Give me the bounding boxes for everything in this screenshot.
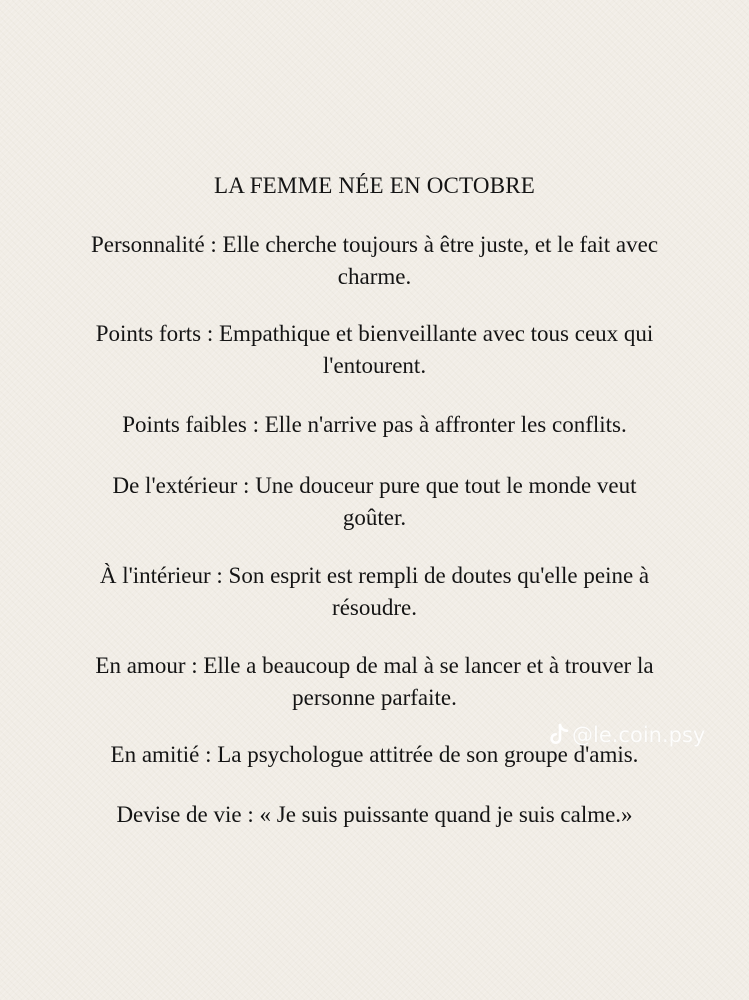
tiktok-watermark: [549, 720, 705, 750]
paragraph-line: personne parfaite.: [292, 685, 457, 710]
tiktok-icon: [549, 723, 569, 747]
paragraph-line: À l'intérieur : Son esprit est rempli de doutes qu'elle peine à: [99, 563, 650, 588]
page-title: LA FEMME NÉE EN OCTOBRE: [213, 173, 536, 198]
paragraph-line: En amour : Elle a beaucoup de mal à se lancer et à trouver la: [95, 653, 654, 678]
paragraph-interieur: [40, 560, 709, 624]
paragraph-line: résoudre.: [332, 595, 417, 620]
paragraph-line: goûter.: [342, 505, 407, 530]
paragraph-amour: [40, 650, 709, 714]
watermark-handle: @le.coin.psy: [572, 723, 706, 747]
paragraph-personnalite: [40, 229, 709, 293]
paragraph-exterieur: [40, 470, 709, 534]
paragraph-line: charme.: [337, 264, 412, 289]
paragraph-line: Points forts : Empathique et bienveillante avec tous ceux qui: [95, 321, 654, 346]
paragraph-line: Personnalité : Elle cherche toujours à être juste, et le fait avec: [90, 232, 659, 257]
paragraph-line: Devise de vie : « Je suis puissante quand je suis calme.»: [116, 802, 633, 827]
paragraph-points-faibles: [40, 409, 709, 441]
paragraph-line: En amitié : La psychologue attitrée de son groupe d'amis.: [110, 742, 639, 767]
paragraph-line: Points faibles : Elle n'arrive pas à affronter les conflits.: [122, 412, 627, 437]
paragraph-line: De l'extérieur : Une douceur pure que tout le monde veut: [112, 473, 637, 498]
paragraph-devise: [40, 799, 709, 831]
paragraph-points-forts: [40, 318, 709, 382]
paragraph-line: l'entourent.: [322, 353, 427, 378]
